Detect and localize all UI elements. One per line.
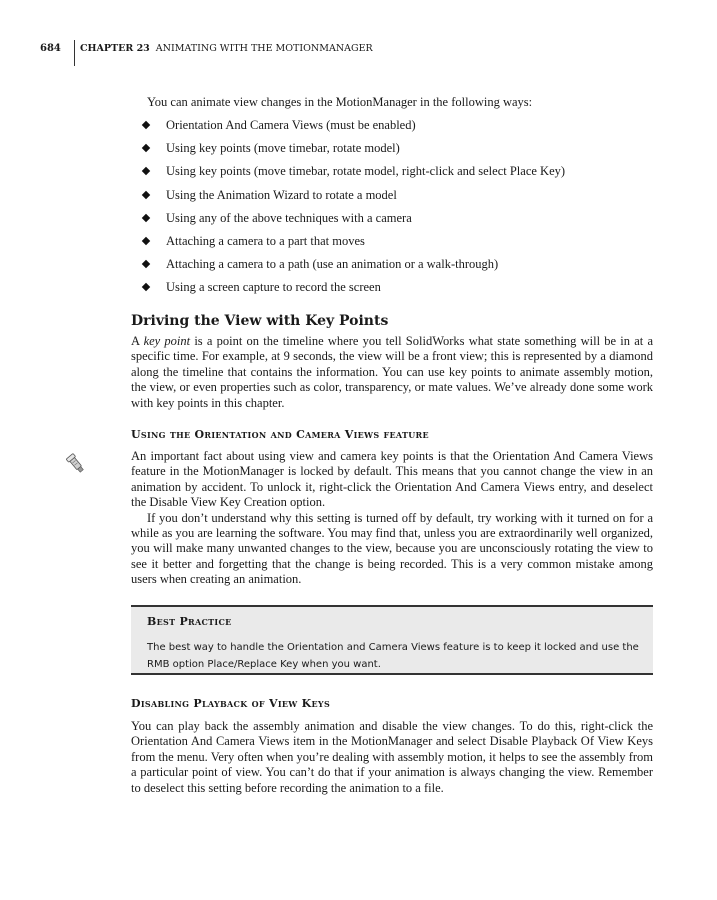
diamond-bullet-icon: [142, 121, 150, 129]
header-divider: [74, 40, 75, 66]
list-item-text: Orientation And Camera Views (must be enabled): [166, 118, 416, 132]
list-item: [143, 257, 565, 280]
list-item: [143, 141, 565, 164]
list-item: [143, 164, 565, 187]
list-item-text: Attaching a camera to a part that moves: [166, 233, 365, 248]
list-item-text: Using key points (move timebar, rotate model): [166, 141, 400, 156]
list-item-text: Using a screen capture to record the screen: [166, 280, 381, 295]
section-heading: Driving the View with Key Points: [131, 313, 389, 329]
best-practice-text: The best way to handle the Orientation and Camera Views feature is to keep it locked and use the RMB option Place/Replace Key when you want.: [147, 642, 639, 670]
diamond-bullet-icon: [142, 214, 150, 222]
list-item: [143, 118, 565, 141]
orientation-paragraphs: [131, 449, 653, 588]
chapter-heading: [80, 43, 373, 54]
running-header: [0, 40, 717, 66]
best-practice-title: Best Practice: [147, 615, 232, 628]
flashlight-icon: [64, 452, 88, 476]
diamond-bullet-icon: [142, 237, 150, 245]
list-item-text: Using the Animation Wizard to rotate a model: [166, 187, 397, 202]
page-number: 684: [40, 43, 61, 54]
intro-paragraph: You can animate view changes in the MotionManager in the following ways:: [147, 95, 533, 109]
paragraph-rest: is a point on the timeline where you tell SolidWorks what state something will be in at a specific time. For example, at 9 seconds, the view will be a front view; this is represented by a diamond along the timeline that contains the information. You can use key points to animate assembly motion, the view, or even properties such as color, transparency, or mate values. We’ve already done some work with key points in this chapter.: [131, 334, 654, 410]
paragraph-lead: A: [131, 334, 144, 348]
chapter-title: ANIMATING WITH THE MOTIONMANAGER: [155, 43, 373, 54]
list-item: [143, 280, 565, 303]
orientation-paragraph-2: If you don’t understand why this setting is turned off by default, try working with it turned on for a while as you are learning the software. You may find that, unless you are extraordinarily well organized, you will make many unwanted changes to the view, because you are unconsciously rotating the view to see it better and forgetting that the change is being recorded. This is a very common mistake among users when creating an animation.: [131, 510, 653, 587]
list-item-text: Using any of the above techniques with a camera: [166, 210, 412, 225]
diamond-bullet-icon: [142, 283, 150, 291]
subsection-heading-orientation: Using the Orientation and Camera Views feature: [131, 428, 429, 441]
diamond-bullet-icon: [142, 144, 150, 152]
list-item: [143, 188, 565, 211]
list-item-text: Using key points (move timebar, rotate model, right-click and select Place Key): [166, 164, 566, 179]
key-point-term: key point: [143, 334, 191, 348]
section-paragraph: [131, 334, 653, 411]
best-practice-box: [131, 605, 653, 675]
subsection-heading-disabling: Disabling Playback of View Keys: [131, 697, 331, 710]
bullet-list: [143, 118, 565, 304]
list-item: [143, 211, 565, 234]
list-item-text: Attaching a camera to a path (use an animation or a walk-through): [166, 257, 499, 272]
orientation-paragraph-1: An important fact about using view and camera key points is that the Orientation And Camera Views feature in the MotionManager is locked by default. This means that you cannot change the view in an animation by accident. To unlock it, right-click the Orientation And Camera Views entry, and deselect the Disable View Key Creation option.: [131, 449, 653, 510]
chapter-label: CHAPTER 23: [80, 43, 150, 54]
disabling-paragraph: You can play back the assembly animation and disable the view changes. To do this, right-click the Orientation And Camera Views item in the MotionManager and select Disable Playback Of View Keys from the menu. Very often when you’re dealing with assembly motion, it helps to see the assembly from a particular point of view. You can’t do that if your animation is always changing the view. Remember to deselect this setting before recording the animation to a file.: [131, 719, 653, 795]
diamond-bullet-icon: [142, 190, 150, 198]
diamond-bullet-icon: [142, 260, 150, 268]
diamond-bullet-icon: [142, 167, 150, 175]
list-item: [143, 234, 565, 257]
